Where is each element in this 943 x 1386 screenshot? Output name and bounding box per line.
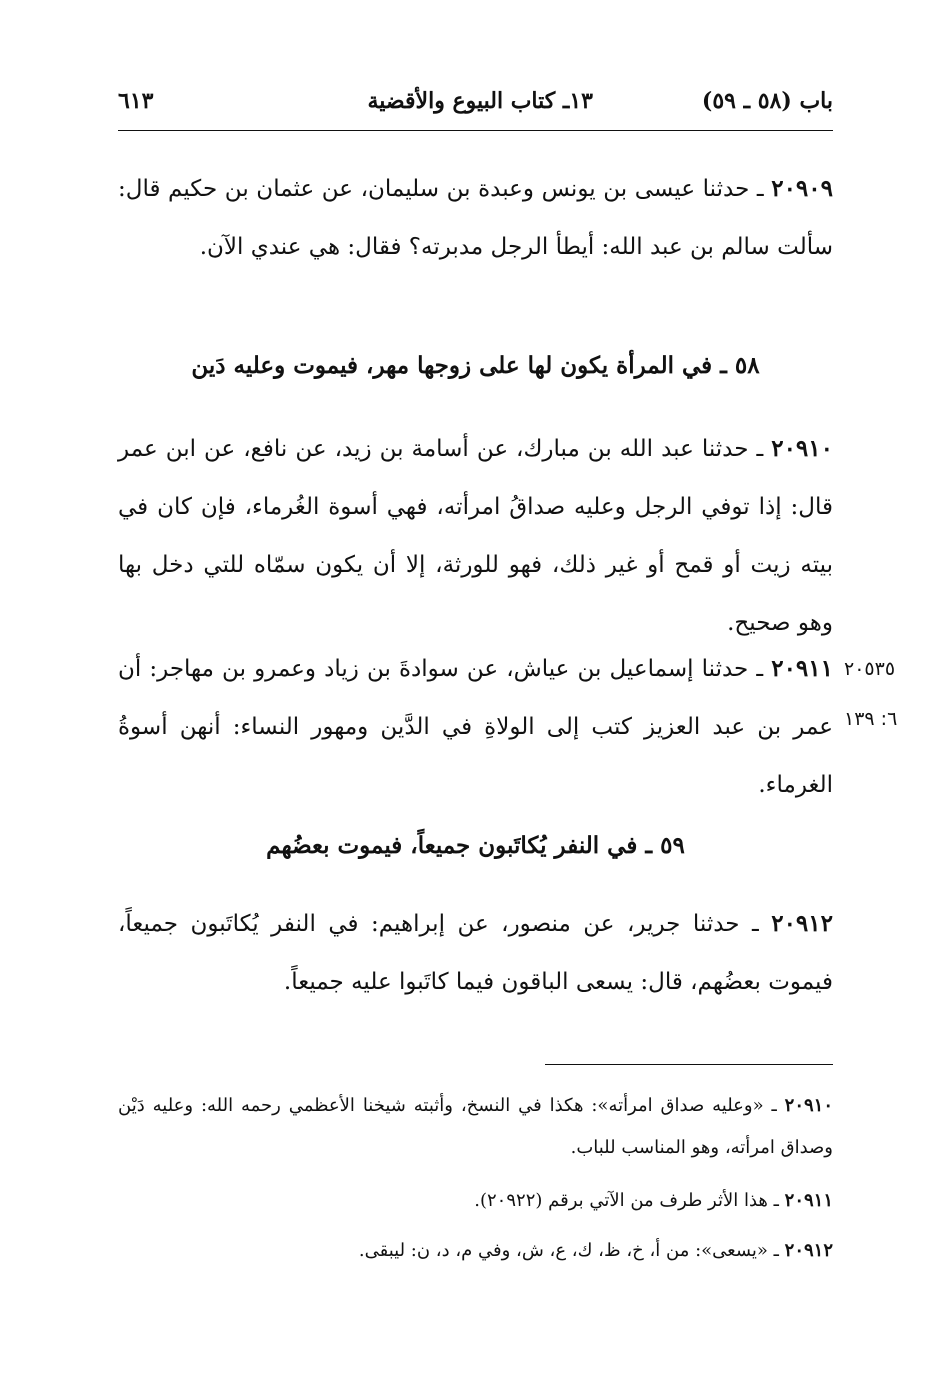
footnote-number: ٢٠٩١٠ [784, 1095, 833, 1116]
footnote-text: ـ «وعليه صداق امرأته»: هكذا في النسخ، وأثبته شيخنا الأعظمي رحمه الله: وعليه دَيْن وصداق امرأته، وهو المناسب للباب. [118, 1095, 833, 1158]
footnote-text: ـ «يسعى»: من أ، خ، ظ، ك، ع، ش، وفي م، د، ن: ليبقى. [358, 1240, 785, 1261]
footnote-text: ـ هذا الأثر طرف من الآتي برقم (٢٠٩٢٢). [474, 1190, 785, 1211]
header-divider [118, 130, 833, 131]
margin-reference: ٦: ١٣٩ [844, 708, 898, 730]
page-header [118, 88, 833, 124]
hadith-text: ـ حدثنا عبد الله بن مبارك، عن أسامة بن زيد، عن نافع، عن ابن عمر قال: إذا توفي الرجل وعليه صداقُ امرأته، فهي أسوة الغُرماء، فإن كان في بيته زيت أو قمح أو غير ذلك، فهو للورثة، إلا أن يكون سمّاه للتي دخل بها وهو صحيح. [118, 436, 833, 636]
footnote-divider [545, 1064, 833, 1065]
footnote [118, 1085, 833, 1169]
hadith-text: ـ حدثنا عيسى بن يونس وعبدة بن سليمان، عن عثمان بن حكيم قال: سألت سالم بن عبد الله: أيطأ الرجل مدبرته؟ فقال: هي عندي الآن. [118, 176, 833, 260]
hadith-number: ٢٠٩١١ [771, 655, 833, 682]
hadith-entry [118, 160, 833, 276]
hadith-entry [118, 640, 833, 814]
hadith-text: ـ حدثنا جرير، عن منصور، عن إبراهيم: في النفر يُكاتَبون جميعاً، فيموت بعضُهم، قال: يسعى الباقون فيما كاتَبوا عليه جميعاً. [118, 911, 833, 995]
hadith-entry [118, 420, 833, 652]
footnote-number: ٢٠٩١٢ [784, 1240, 833, 1261]
header-chapter-range: باب (٥٨ ـ ٥٩) [701, 88, 833, 114]
footnote [118, 1230, 833, 1272]
chapter-heading: ٥٨ ـ في المرأة يكون لها على زوجها مهر، فيموت وعليه دَين [191, 352, 760, 379]
hadith-entry [118, 895, 833, 1011]
hadith-number: ٢٠٩١٢ [771, 910, 833, 937]
hadith-text: ـ حدثنا إسماعيل بن عياش، عن سوادةَ بن زياد وعمرو بن مهاجر: أن عمر بن عبد العزيز كتب إلى الولاةِ في الدَّين ومهور النساء: أنهن أسوةُ الغرماء. [118, 656, 833, 798]
header-book-title: ١٣ـ كتاب البيوع والأقضية [367, 88, 593, 114]
hadith-number: ٢٠٩٠٩ [771, 175, 833, 202]
chapter-heading: ٥٩ ـ في النفر يُكاتَبون جميعاً، فيموت بعضُهم [266, 832, 685, 859]
page-number: ٦١٣ [118, 88, 154, 114]
footnote [118, 1180, 833, 1222]
footnote-number: ٢٠٩١١ [784, 1190, 833, 1211]
hadith-number: ٢٠٩١٠ [771, 435, 833, 462]
margin-reference: ٢٠٥٣٥ [844, 658, 896, 680]
